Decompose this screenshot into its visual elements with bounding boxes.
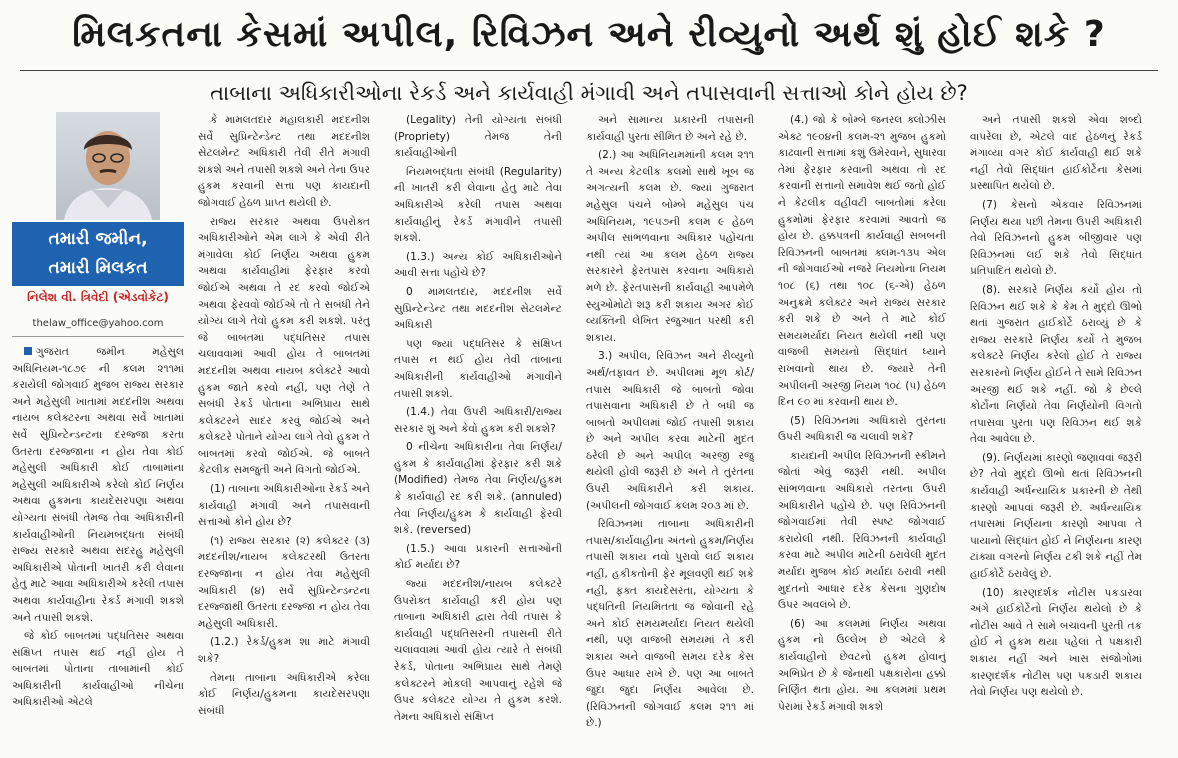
paragraph: નિયમબદ્ધતા સંબંધી (Regularity) ની ખાતરી કરી લેવાના હેતુ માટે તેવા અધિકારીએ કરેલી તપાસ અથવા કાર્યવાહીનું રેકર્ડ મંગાવીને તપાસી શકશે.	[394, 165, 562, 245]
paragraph: (8). સરકારે નિર્ણય કર્યો હોય તો રિવિઝન થઈ શકે કે કેમ તે મુદ્દો ઊભો થતાં ગુજરાત હાઈકોર્ટે ઠરાવ્યું છે કે રાજ્ય સરકારે નિર્ણય કર્યો તે મુજબ કલેક્ટરે નિર્ણય કરેલો હોઈ તે રાજ્ય સરકારનો નિર્ણય હોઈને તે સામે રિવિઝન અરજી થઈ શકે નહીં. જો કે છેલ્લે કોર્ટોના નિર્ણયો તેવા નિર્ણયોની વિગતો તપાસવા પુરતા પણ રિવિઝન થઈ શકે તેવા આવેલા છે.	[970, 283, 1142, 446]
article-column-2	[198, 112, 370, 752]
paragraph: (6) આ કલમમાં નિર્ણય અથવા હુકમ નો ઉલ્લેખ છે એટલે કે કાર્યવાહીનો છેવટનો હુકમ હોવાનું અભિપ્રેત છે કે જેનાથી પક્ષકારોના હક્કો નિર્ણિત થતા હોય. આ કલમમાં પ્રથમ પેરામાં રેકર્ડ મંગાવી શકશે	[778, 617, 946, 713]
byline-divider	[12, 336, 184, 337]
paragraph: પણ જ્યાં પદ્ધતિસર કે સંક્ષિપ્ત તપાસ ન થઈ હોય તેવી તાબાના અધિકારીની કાર્યવાહીઓ મંગાવીને તપાસી શકશે.	[394, 337, 562, 400]
paragraph: તેમના તાબાના અધિકારીએ કરેલા કોઈ નિર્ણય/હુકમના કાયદેસરપણા સંબંધી	[198, 671, 370, 717]
paragraph: (Legality) તેની યોગ્યતા સંબંધી (Propriety) તેમજ તેની કાર્યવાહીઓની	[394, 114, 562, 160]
paragraph: (4.) જો કે બોમ્બે જનરલ ક્લોઝીસ એક્ટ ૧૯૦૪ની કલમ-૨૧ મુજબ હુકમો કાઢવાની સત્તામાં કશું ઉમેરવાને, સુધારવા તેમાં ફેરફાર કરવાની અથવા તો રદ કરવાની સત્તાનો સમાવેશ થઈ જતો હોઈ ને કેટલીક વહીવટી બાબતોમાં કરેલા હુકમોમાં ફેરફાર કરવામાં આવતો જ હોય છે. હક્કપત્રની કાર્યવાહી સબબની રિવિઝનની બાબતમાં ક્લમ-૧૩૫ એલ ની જોગવાઈઓ નજરે નિયમોના નિયમ ૧૦૮ (૬) તથા ૧૦૮ (૬-એ) હેઠળ અનુક્રમે કલેક્ટર અને રાજ્ય સરકાર કરી શકે છે અને તે માટે કોઈ સમયમર્યાદા નિયત થયેલી નથી પણ વાજબી સમયનો સિદ્ધાંત ધ્યાને રાખવાનો થાય છે. જ્યારે તેની અપીલની અરજી નિયમ ૧૦૮ (૫) હેઠળ દિન ૯૦ માં કરવાની થાય છે.	[778, 114, 946, 409]
paragraph: કે મામલતદાર મહાલકારી મદદનીશ સર્વે સુપ્રિન્ટેન્ડેન્ટ તથા મદદનીશ સેટલમેન્ટ અધિકારી તેવી રીતે મંગાવી શકશે અને તપાસી શકશે અને તેના ઉપર હુકમ કરવાની સત્તા પણ કાયદાની જોગવાઈ હેઠળ પ્રાપ્ત થયેલી છે.	[198, 114, 370, 209]
headline: મિલકતના કેસમાં અપીલ, રિવિઝન અને રીવ્યુનો અર્થ શું હોઈ શકે ?	[72, 14, 1106, 55]
paragraph: (૧) રાજ્ય સરકાર (૨) કલેક્ટર (૩) મદદનીશ/નાયબ કલેક્ટરથી ઉતરતા દરજ્જાના ન હોય તેવા મહેસુલી અધિકારી (૪) સર્વે સુપ્રિન્ટેન્ડન્ટના દરજ્જાથી ઉતરતા દરજ્જા ન હોય તેવા મહેસુલી અધિકારી.	[198, 534, 370, 630]
article-column-4	[586, 112, 754, 752]
paragraph: ગુજરાત જમીન મહેસુલ અધિનિયમ-૧૮૭૯ ની કલમ ૨૧૧માં કરાયેલી જોગવાઈ મુજબ રાજ્ય સરકાર અને મહેસુલી ખાતામાં મદદનીશ અથવા નાયબ કલેક્ટરના અથવા સર્વે ખાતામાં સર્વે સુપ્રિન્ટેન્ડન્ટના દરજ્જા કરતા ઉતરતા દરજ્જાના ન હોય તેવા કોઈ મહેસુલી અધિકારી કોઈ તાબામાંના મહેસુલી અધિકારીએ કરેલો કોઈ નિર્ણય અથવા હુકમના કાયદેસરપણા અથવા યોગ્યતા સંબંધી તેમજ તેવા અધિકારીની કાર્યવાહીઓની નિયમબદ્ધતા સંબંધી રાજ્ય સરકારે અથવા સદરહુ મહેસુલી અધિકારીએ પોતાની ખાતરી કરી લેવાના હેતુ માટે આવા અધિકારીએ કરેલી તપાસ અથવા કાર્યવાહીના રેકર્ડ મંગાવી શકશે અને તપાસી શકશે.	[12, 346, 184, 624]
paragraph: (1.5.) આવા પ્રકારની સત્તાઓની કોઈ મર્યાદા છે?	[394, 542, 562, 572]
subheadline: તાબાના અધિકારીઓના રેકર્ડ અને કાર્યવાહી મંગાવી અને તપાસવાની સત્તાઓ કોને હોય છે?	[210, 81, 968, 105]
paragraph: 3.) અપીલ, રિવિઝન અને રીવ્યુનો અર્થ/તફાવત છે. અપીલમાં મૂળ કોર્ટ/તપાસ અધિકારી જે બાબતો જોવા તપાસવાના અધિકારી છે તે બધી જ બાબતો અપીલમાં જોઈ તપાસી શકાય છે અને અપીલ કરવા માટેની મુદત ઠરેલી છે અને અપીલ અરજી રજુ થયેલી હોવી જરૂરી છે અને તે તુરંતના ઉપરી અધિકારીને કરી શકાય. (અપીલની જોગવાઈ કલમ ૨૦૩ માં છે.	[586, 350, 754, 512]
banner-line-2: તમારી મિલકત	[48, 258, 148, 278]
paragraph-marker-icon	[24, 347, 32, 355]
article-column-6	[970, 112, 1142, 752]
paragraph: કાયદાની અપીલ રિવિઝનની સ્કીમને જોતાં એવું જરૂરી નથી. અપીલ સાંભળવાના અધિકારો તરતના ઉપરી અધિકારીને પહોંચે છે. પણ રિવિઝનની જોગવાઈમાં તેવી સ્પષ્ટ જોગવાઈ કરાયેલી નથી. રિવિઝનની કાર્યવાહી કરવા માટે અપીલ માટેની ઠરાવેલી મુદત મર્યાદા મુજબ કોઈ મર્યાદા ઠરાવી નથી મુદતનો આધાર દરેક કેસના ગુણદોષ ઉપર અવલંબે છે.	[778, 449, 946, 612]
column-banner	[12, 222, 184, 286]
article-column-1	[12, 344, 184, 754]
article-column-5	[778, 112, 946, 752]
paragraph: (1.4.) તેવા ઉપરી અધિકારી/રાજ્ય સરકાર શું અને કેવો હુકમ કરી શકશે?	[394, 406, 562, 435]
author-name: નિલેશ વી. ત્રિવેદી (એડવોકેટ)	[27, 290, 169, 304]
paragraph: (5) રિવિઝનમાં અધિકારો તુરંતના ઉપરી અધિકારી જ ચલાવી શકે?	[778, 414, 946, 444]
paragraph: (9). નિર્ણયમાં કારણો જણાવવાં જરૂરી છે? તેવો મુદ્દો ઊભો થતાં રિવિઝનની કાર્યવાહી અર્ધન્યાયિક પ્રકારની છે તેથી કારણો આપવાં જરૂરી છે. અર્ધન્યાયિક તપાસમાં નિર્ણયના કારણો આપવા તે પાયાનો સિદ્ધાંત હોઈ ને નિર્ણયના કારણ ટાંક્યા વગરનો નિર્ણય ટકી શકે નહીં તેમ હાઈકોર્ટે ઠરાવેલું છે.	[970, 451, 1142, 581]
headline-rule	[20, 70, 1158, 71]
author-photo	[56, 112, 160, 220]
paragraph: (2.) આ અધિનિયમમાંની કલમ ૨૧૧ તે અન્ય કેટલીક કલમો સાથે ખૂબ જ અગત્યની કલમ છે. જ્યાં ગુજરાત મહેસુલ પંચને બોમ્બે મહેસુલ પંચ અધિનિયમ, ૧૯૫૭ની કલમ ૯ હેઠળ અપીલ સાંભળવાના અધિકાર પહોંચતા નથી ત્યાં આ કલમ હેઠળ રાજ્ય સરકારને ફેરતપાસ કરવાના અધિકારો મળે છે. ફેરતપાસની કાર્યવાહી આપમેળે સ્યુઓમોટો શરૂ કરી શકાય અગર કોઈ વ્યક્તિની લેખિત રજુઆત પરથી કરી શકાય.	[586, 149, 754, 344]
paragraph: (7) કેસનો એકવાર રિવિઝનમાં નિર્ણય થયા પછી તેમના ઉપરી અધિકારી તેવો રિવિઝનનો હુકમ બીજીવાર પણ રિવિઝનમાં લઈ શકે તેવો સિદ્ધાંત પ્રતિપાદિત થયેલો છે.	[970, 198, 1142, 278]
paragraph: (1) તાબાના અધિકારીઓના રેકર્ડ અને કાર્યવાહી મંગાવી અને તપાસવાની સત્તાઓ કોને હોય છે?	[198, 483, 370, 529]
paragraph: રાજ્ય સરકાર અથવા ઉપરોક્ત અધિકારીઓને એમ લાગે કે એવી રીતે મંગાવેલા કોઈ નિર્ણય અથવા હુકમ અથવા કાર્યવાહીમાં ફેરફાર કરવો જોઈએ અથવા તે રદ કરવો જોઈએ અથવા ફેરવવો જોઈએ તો તે સબંધી તેને યોગ્ય લાગે તેવો હુકમ કરી શકશે. પરંતુ જે બાબતમાં પદ્ધતિસર તપાસ ચલાવવામાં આવી હોય તે બાબતમાં મદદનીશ અથવા નાયબ કલેક્ટરે આવો હુકમ જાતે કરવો નહીં, પણ તેણે તે સબંધી રેકર્ડ પોતાના અભિપ્રાય સાથે કલેક્ટરને સાદર કરવું જોઈએ અને કલેક્ટરે પોતાને યોગ્ય લાગે તેવો હુકમ તે બાબતમાં કરવો જોઈએ. જે બાબતે કેટલીક સમજુતી અને વિગતો જોઈએ.	[198, 215, 370, 477]
paragraph: રિવિઝનમાં તાબાના અધિકારીની તપાસ/કાર્યવાહીના અંતનો હુકમ/નિર્ણય તપાસી શકાય નવો પુરાવો લઈ શકાય નહીં, હકીકતોની ફેર મૂલવણી થઈ શકે નહીં, ફક્ત કાયદેસરતા, યોગ્યતા કે પદ્ધતિની નિયમિતતા જ જોવાની રહે અને કોઈ સમયમર્યાદા નિયત થયેલી નથી, પણ વાજબી સમયમાં તે કરી શકાય અને વાજબી સમય દરેક કેસ ઉપર આધાર રાખે છે. પણ આ બાબતે જુદા જુદા નિર્ણય આવેલા છે. (રિવિઝનની જોગવાઈ કલમ ૨૧૧ માં છે.)	[586, 518, 754, 730]
paragraph: (10) કારણદર્શક નોટીસ પકડારવા અંગે હાઈકોર્ટેનો નિર્ણય થયેલો છે કે નોટીસ આવે તે સામે બચાવની પુરતી તક હોઈ ને હુકમ થયા પહેલાં તે પક્ષકારી શકાય નહીં અને ખાસ સંજોગોમાં કારણદર્શક નોટીસ પણ પકડારી શકાય તેવો નિર્ણય પણ થયેલો છે.	[970, 586, 1142, 699]
article-column-3	[394, 112, 562, 752]
paragraph: (1.2.) રેકર્ડ/હુકમ શા માટે મંગાવી શકે?	[198, 636, 370, 665]
paragraph: જ્યાં મદદનીશ/નાયબ કલેક્ટરે ઉપરોક્ત કાર્યવાહી કરી હોય પણ તાબાના અધિકારી દ્વારા તેવી તપાસ કે કાર્યવાહી પદ્ધતિસરની તપાસની રીતે ચલાવવામાં આવી હોય ત્યારે તે સંબંધી રેકર્ડ, પોતાના અભિપ્રાય સાથે તેમણે કલેક્ટરને મોકલી આપવાનું રહેશે જે ઉપર કલેક્ટર યોગ્ય તે હુકમ કરશે. તેમના અધિકારો સંક્ષિપ્ત	[394, 578, 562, 723]
paragraph: 0 મામલતદાર, મદદનીશ સર્વે સુપ્રિન્ટેન્ડેન્ટ તથા મદદનીશ સેટલમેન્ટ અધિકારી	[394, 285, 562, 332]
paragraph: જે કોઈ બાબતમાં પદ્ધતિસર અથવા સંક્ષિપ્ત તપાસ થઈ નહીં હોય તે બાબતમાં પોતાના તાબામાંની કોઈ અધિકારીની કાર્યવાહીઓ નીચેના અધિકારીઓ એટલે	[12, 630, 184, 709]
paragraph: અને તપાસી શકશે એવા શબ્દો વાપરેલા છે, એટલે વાદ હેઠળનું રેકર્ડ મંગાવ્યા વગર કોઈ કાર્યવાહી થઈ શકે નહીં તેવો સિદ્ધાંત હાઈકોર્ટેના કેસમાં પ્રસ્થાપિત થયેલો છે.	[970, 114, 1142, 193]
paragraph: અને સામાન્ય પ્રકારની તપાસની કાર્યવાહી પુરતા સીમિત છે અને રહે છે.	[586, 114, 754, 143]
banner-line-1: તમારી જમીન,	[48, 229, 148, 249]
author-email[interactable]: thelaw_office@yahoo.com	[32, 318, 164, 329]
paragraph: 0 નીચેના અધિકારીના તેવા નિર્ણય/હુકમ કે કાર્યવાહીમાં ફેરફાર કરી શકે (Modified) તેમજ તેવા નિર્ણય/હુકમ કે કાર્યવાહી રદ કરી શકે. (annuled) તેવા નિર્ણય/હુકમ કે કાર્યવાહી ફેરવી શકે. (reversed)	[394, 441, 562, 537]
paragraph: (1.3.) અન્ય કોઈ અધિકારીઓને આવી સત્તા પહોંચે છે?	[394, 250, 562, 280]
